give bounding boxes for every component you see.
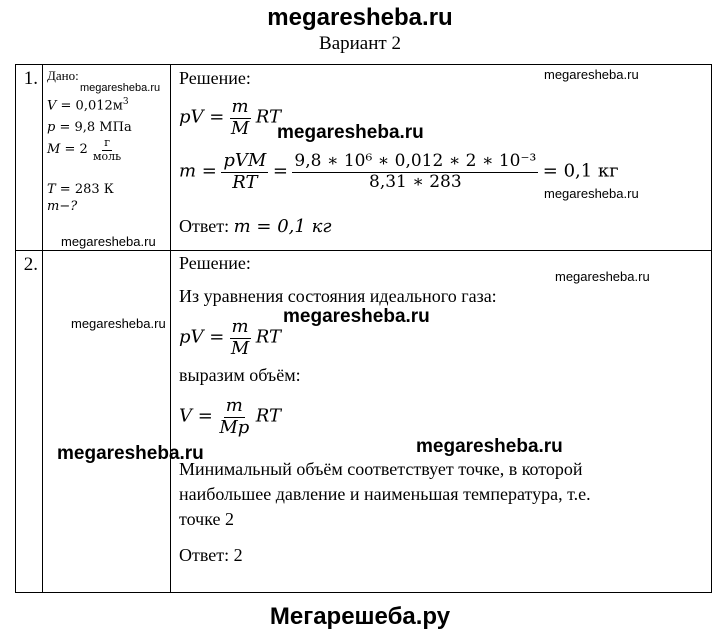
task-2-explanation-line-3: точке 2 bbox=[179, 509, 235, 529]
given-volume: $V = 0,012м^3$ bbox=[47, 97, 129, 114]
watermark: megaresheba.ru bbox=[80, 82, 161, 94]
watermark: megaresheba.ru bbox=[544, 186, 639, 201]
task-1-row bbox=[16, 65, 712, 251]
given-molar-mass: M = 2 $\frac{г}{\text{моль}}$ bbox=[47, 136, 122, 163]
given-pressure: p = 9,8 МПа bbox=[47, 120, 132, 135]
task-2-equation-volume: V = $\frac{m}{Mp}$ RT bbox=[179, 395, 282, 438]
task-2-express-text: выразим объём: bbox=[179, 365, 301, 385]
watermark: megaresheba.ru bbox=[71, 316, 166, 331]
task-2-solution-cell bbox=[171, 251, 712, 593]
task-1-equation-mass: m = $\frac{\text{pVM}}{RT}$ = $\frac{\text{9,8 ∗ 10⁶ ∗ 0,012 ∗ 2 ∗ 10⁻³}}{8,31 ∗ 283}$ = 0,1 кг bbox=[179, 150, 619, 193]
task-2-answer: Ответ: 2 bbox=[179, 545, 243, 565]
given-temperature: T = 283 К bbox=[47, 182, 114, 197]
task-2-number-cell bbox=[16, 251, 43, 593]
given-label: Дано: bbox=[47, 68, 79, 83]
task-1-given-cell bbox=[43, 65, 171, 251]
solution-table bbox=[15, 64, 712, 593]
task-1-equation-state: pV = $\frac{m}{M}$ RT bbox=[179, 96, 282, 139]
watermark: megaresheba.ru bbox=[416, 436, 563, 457]
footer-site-name: Мегарешеба.ру bbox=[269, 603, 451, 630]
watermark: megaresheba.ru bbox=[283, 306, 430, 327]
watermark: megaresheba.ru bbox=[555, 269, 650, 284]
given-find: m−? bbox=[47, 199, 78, 214]
task-2-solution-label: Решение: bbox=[179, 253, 251, 273]
task-1-number: 1. bbox=[23, 68, 38, 89]
task-2-explanation-line-2: наибольшее давление и наименьшая температура, т.е. bbox=[179, 484, 591, 504]
variant-title: Вариант 2 bbox=[319, 33, 401, 54]
watermark: megaresheba.ru bbox=[61, 234, 156, 249]
task-1-solution-label: Решение: bbox=[179, 68, 251, 88]
task-2-equation-state: pV = $\frac{m}{M}$ RT bbox=[179, 316, 282, 359]
task-2-row bbox=[16, 251, 712, 593]
task-2-given-cell bbox=[43, 251, 204, 593]
site-title: megaresheba.ru bbox=[267, 4, 453, 31]
task-1-number-cell bbox=[16, 65, 43, 251]
watermark: megaresheba.ru bbox=[277, 122, 424, 143]
task-1-answer: Ответ: m = 0,1 кг bbox=[179, 216, 332, 237]
watermark: megaresheba.ru bbox=[544, 67, 639, 82]
task-1-solution-cell bbox=[171, 65, 712, 251]
task-2-intro-text: Из уравнения состояния идеального газа: bbox=[179, 286, 497, 306]
watermark: megaresheba.ru bbox=[57, 443, 204, 464]
task-2-number: 2. bbox=[23, 254, 38, 275]
task-2-explanation-line-1: Минимальный объём соответствует точке, в которой bbox=[179, 459, 583, 479]
